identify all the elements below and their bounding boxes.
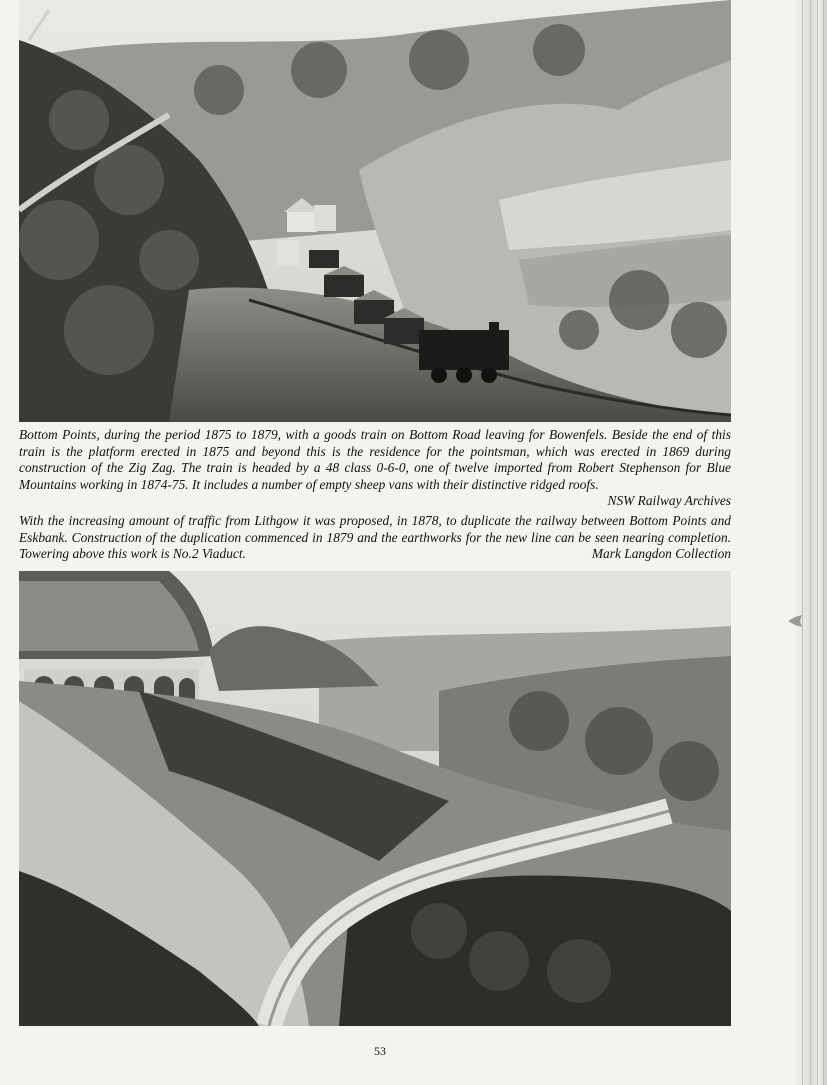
page-edge xyxy=(793,0,827,1085)
photo-credit: NSW Railway Archives xyxy=(607,493,731,508)
binder-pin-icon xyxy=(786,612,804,630)
caption-text: With the increasing amount of traffic from Lithgow it was proposed, in 1878, to duplicate the railway between Bottom Points and Eskbank. Construction of the duplication commenced in 1879 and the earthworks for the new line can be seen nearing completion. Towering above this work is No.2 Viaduct. xyxy=(19,513,731,561)
caption-duplication xyxy=(19,513,731,563)
page-number: 53 xyxy=(374,1044,386,1058)
caption-bottom-points xyxy=(19,427,731,510)
photo-bottom-points-train xyxy=(19,0,731,422)
caption-text: Bottom Points, during the period 1875 to 1879, with a goods train on Bottom Road leaving for Bowenfels. Beside the end of this train is the platform erected in 1875 and beyond this is the residence for the pointsman, which was erected in 1869 during construction of the Zig Zag. The train is headed by a 48 class 0-6-0, one of twelve imported from Robert Stephenson for Blue Mountains working in 1874-75. It includes a number of empty sheep vans with their distinctive ridged roofs. xyxy=(19,427,731,492)
photo-credit: Mark Langdon Collection xyxy=(591,546,731,561)
photo-no2-viaduct xyxy=(19,571,731,1026)
